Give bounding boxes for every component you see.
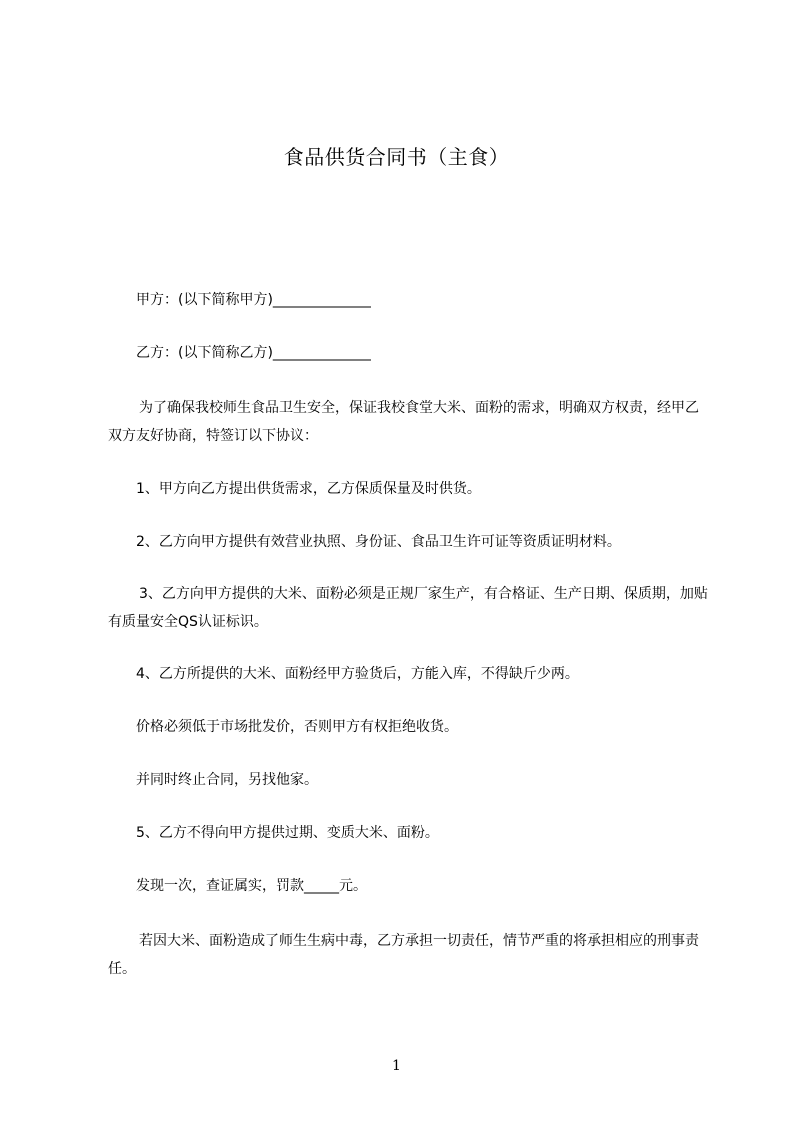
clause-2: 2、乙方向甲方提供有效营业执照、身份证、食品卫生许可证等资质证明材料。 xyxy=(136,534,621,550)
clause-1: 1、甲方向乙方提出供货需求，乙方保质保量及时供货。 xyxy=(136,481,481,497)
party-a-line: 甲方：(以下简称甲方)______________ xyxy=(136,292,371,308)
page-number: 1 xyxy=(392,1058,401,1074)
clause-4-price: 价格必须低于市场批发价，否则甲方有权拒绝收货。 xyxy=(136,719,458,735)
clause-5-penalty: 发现一次，查证属实，罚款_____元。 xyxy=(136,878,367,894)
clause-3: 3、乙方向甲方提供的大米、面粉必须是正规厂家生产，有合格证、生产日期、保质期，加贴有质量安全QS认证标识。 xyxy=(108,586,708,630)
clause-4-terminate: 并同时终止合同，另找他家。 xyxy=(136,772,318,788)
intro-paragraph: 为了确保我校师生食品卫生安全，保证我校食堂大米、面粉的需求，明确双方权责，经甲乙双方友好协商，特签订以下协议： xyxy=(108,400,699,444)
document-title: 食品供货合同书（主食） xyxy=(283,145,510,169)
clause-5: 5、乙方不得向甲方提供过期、变质大米、面粉。 xyxy=(136,825,439,841)
party-b-line: 乙方：(以下简称乙方)______________ xyxy=(136,345,371,361)
clause-4: 4、乙方所提供的大米、面粉经甲方验货后，方能入库，不得缺斤少两。 xyxy=(136,666,579,682)
liability-paragraph: 若因大米、面粉造成了师生生病中毒，乙方承担一切责任，情节严重的将承担相应的刑事责任。 xyxy=(108,933,699,977)
